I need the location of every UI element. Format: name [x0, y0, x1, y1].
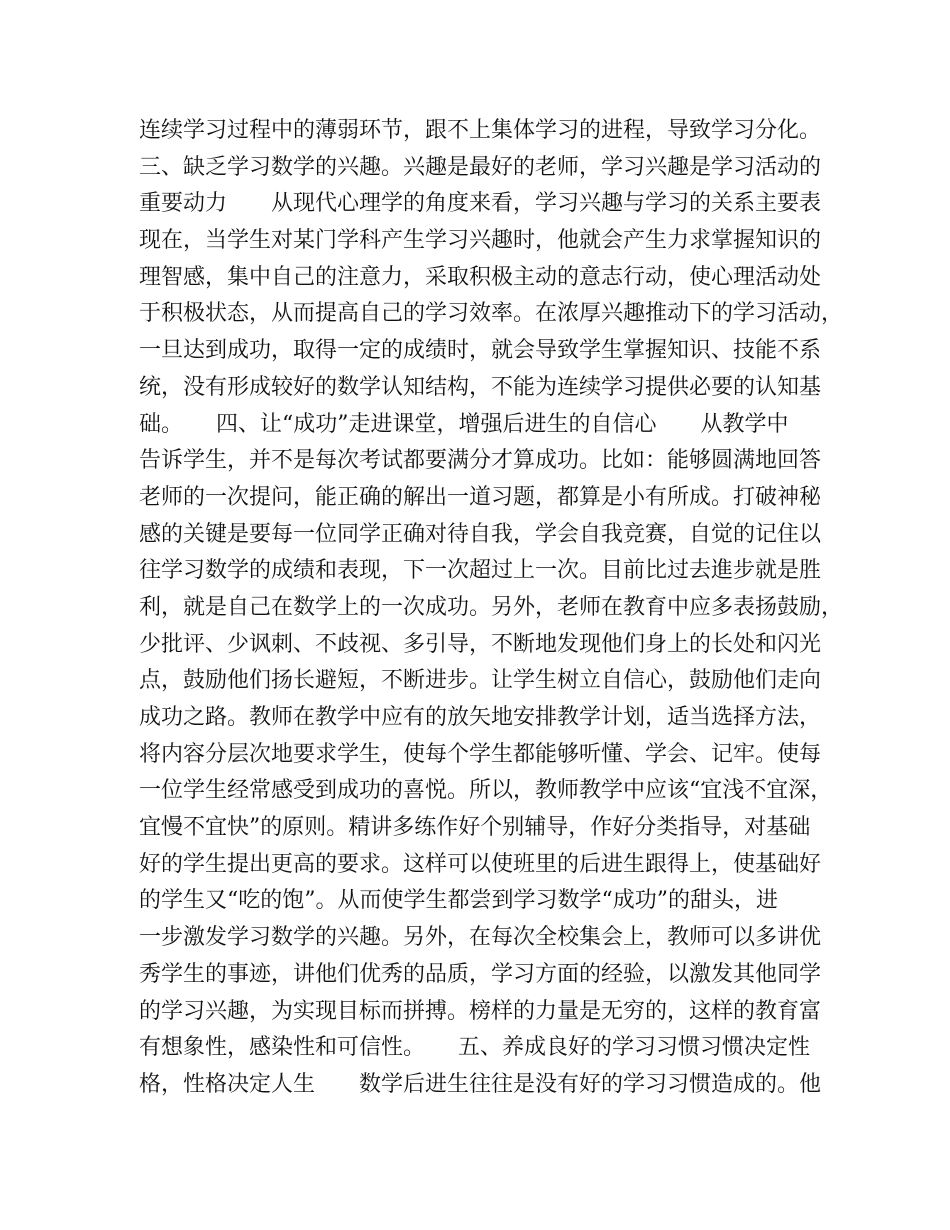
text-line: 统，没有形成较好的数学认知结构，不能为连续学习提供必要的认知基	[139, 374, 822, 400]
text-line: 一步激发学习数学的兴趣。另外，在每次全校集会上，教师可以多讲优	[139, 925, 822, 951]
text-line: 点，鼓励他们扬长避短，不断进步。让学生树立自信心，鼓励他们走向	[139, 668, 822, 694]
text-line: 少批评、少讽刺、不歧视、多引导，不断地发现他们身上的长处和闪光	[139, 631, 822, 657]
text-line: 有想象性，感染性和可信性。 五、养成良好的学习习惯习惯决定性	[139, 1035, 811, 1061]
text-line: 格，性格决定人生 数学后进生往往是没有好的学习习惯造成的。他	[139, 1071, 822, 1097]
text-line: 将内容分层次地要求学生，使每个学生都能够听懂、学会、记牢。使每	[139, 741, 822, 767]
text-line: 的学习兴趣，为实现目标而拼搏。榜样的力量是无穷的，这样的教育富	[139, 998, 822, 1024]
text-line: 宜慢不宜快”的原则。精讲多练作好个别辅导，作好分类指导，对基础	[139, 815, 811, 841]
text-line: 一位学生经常感受到成功的喜悦。所以，教师教学中应该“宜浅不宜深，	[139, 778, 833, 804]
text-line: 成功之路。教师在教学中应有的放矢地安排教学计划，适当选择方法，	[139, 705, 822, 730]
text-line: 感的关键是要每一位同学正确对待自我，学会自我竞赛，自觉的记住以	[139, 521, 822, 547]
text-line: 往学习数学的成绩和表现，下一次超过上一次。目前比过去進步就是胜	[139, 558, 822, 584]
text-line: 老师的一次提问，能正确的解出一道习题，都算是小有所成。打破神秘	[139, 484, 822, 510]
text-line: 础。 四、让“成功”走进课堂，增强后进生的自信心 从教学中	[139, 411, 789, 437]
text-line: 现在，当学生对某门学科产生学习兴趣时，他就会产生力求掌握知识的	[139, 228, 822, 254]
text-line: 告诉学生，并不是每次考试都要满分才算成功。比如：能够圆满地回答	[139, 448, 822, 474]
body-text	[139, 113, 844, 1104]
text-line: 连续学习过程中的薄弱环节，跟不上集体学习的进程，导致学习分化。	[139, 118, 822, 143]
text-line: 一旦达到成功，取得一定的成绩时，就会导致学生掌握知识、技能不系	[139, 338, 822, 364]
text-line: 于积极状态，从而提高自己的学习效率。在浓厚兴趣推动下的学习活动，	[139, 301, 844, 327]
text-line: 好的学生提出更高的要求。这样可以使班里的后进生跟得上，使基础好	[139, 851, 822, 877]
text-line: 重要动力 从现代心理学的角度来看，学习兴趣与学习的关系主要表	[139, 191, 822, 217]
text-line: 三、缺乏学习数学的兴趣。兴趣是最好的老师，学习兴趣是学习活动的	[139, 154, 822, 180]
text-line: 利，就是自己在数学上的一次成功。另外，老师在教育中应多表扬鼓励，	[139, 594, 844, 620]
text-line: 理智感，集中自己的注意力，采取积极主动的意志行动，使心理活动处	[139, 264, 822, 290]
text-line: 秀学生的事迹，讲他们优秀的品质，学习方面的经验，以激发其他同学	[139, 961, 822, 987]
text-line: 的学生又“吃的饱”。从而使学生都尝到学习数学“成功”的甜头，进	[139, 888, 778, 914]
